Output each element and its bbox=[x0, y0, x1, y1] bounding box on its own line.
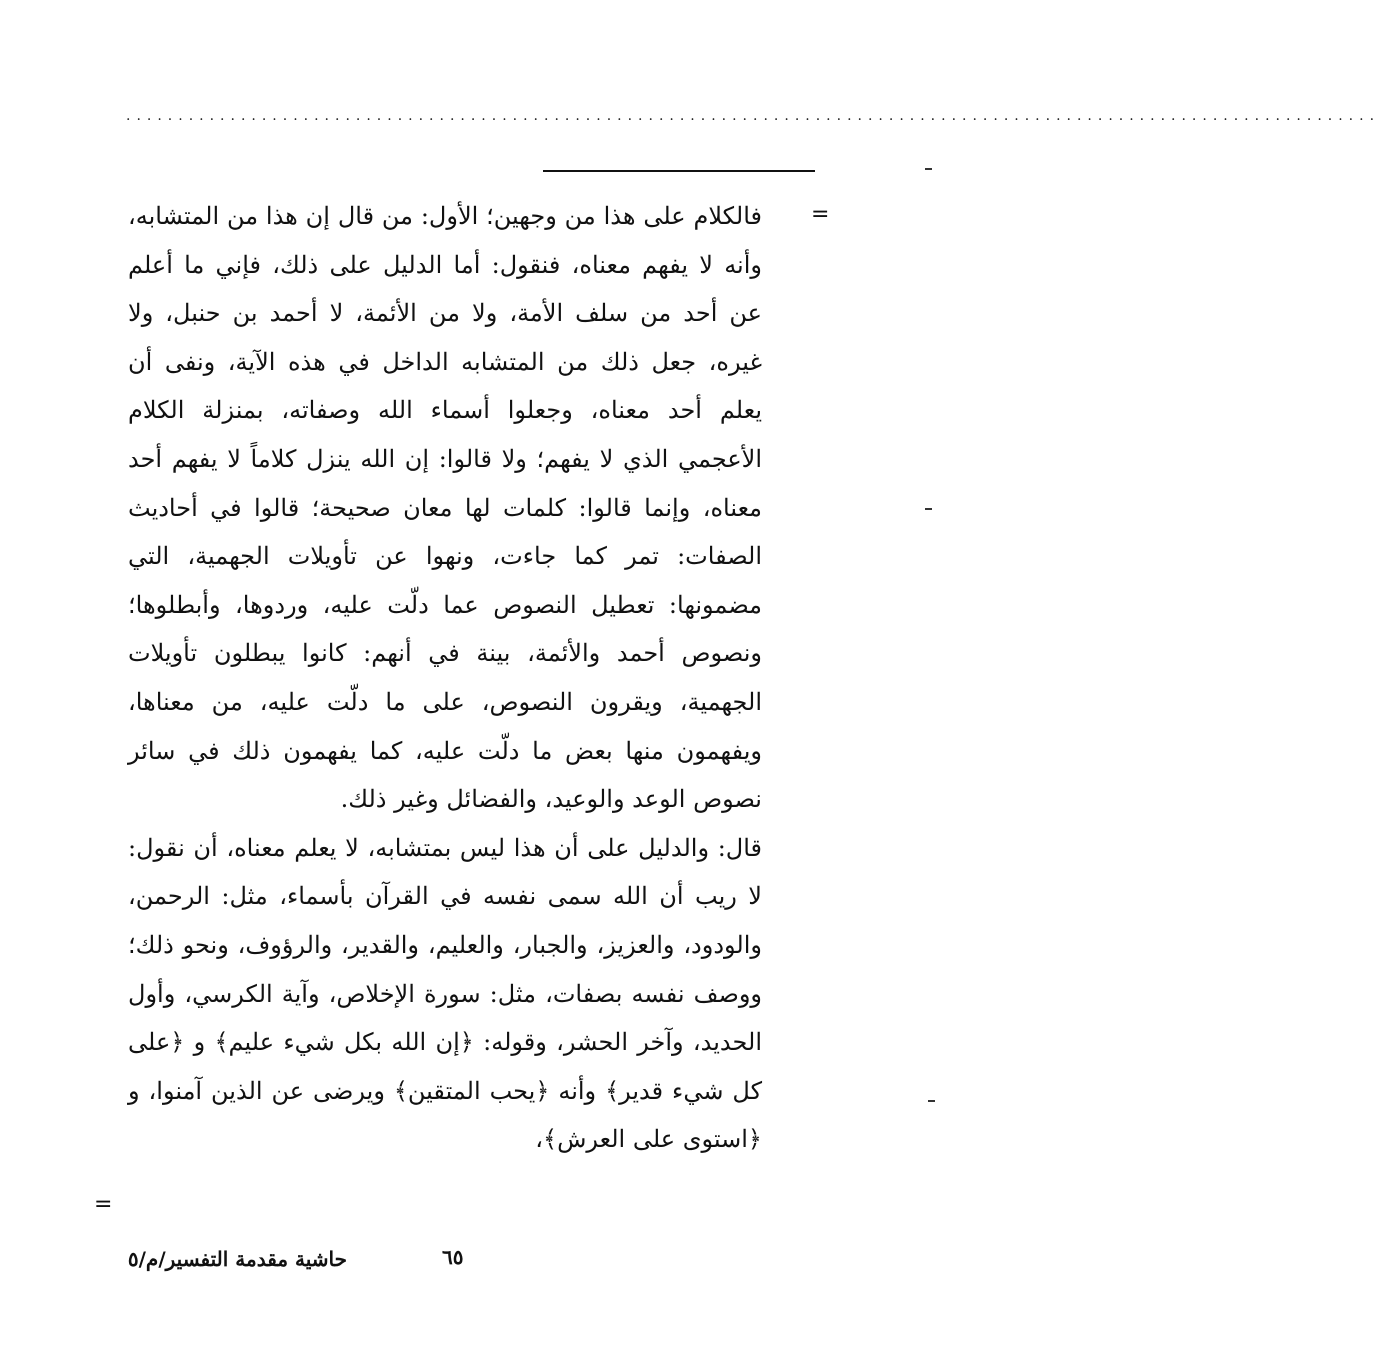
page-footer bbox=[0, 1247, 931, 1287]
continuation-mark-bottom: = bbox=[94, 1192, 113, 1217]
footnote-rule bbox=[543, 170, 815, 172]
paragraph: فالكلام على هذا من وجهين؛ الأول: من قال إن هذا من المتشابه، وأنه لا يفهم معناه، فنقول: أما الدليل على ذلك، فإني ما أعلم عن أحد من سلف الأمة، ولا من الأئمة، لا أحمد بن حنبل، ولا غيره، جعل ذلك من المتشابه الداخل في هذه الآية، ونفى أن يعلم أحد معناه، وجعلوا أسماء الله وصفاته، بمنزلة الكلام الأعجمي الذي لا يفهم؛ ولا قالوا: إن الله ينزل كلاماً لا يفهم أحد معناه، وإنما قالوا: كلمات لها معان صحيحة؛ قالوا في أحاديث الصفات: تمر كما جاءت، ونهوا عن تأويلات الجهمية، التي مضمونها: تعطيل النصوص عما دلّت عليه، وردوها، وأبطلوها؛ ونصوص أحمد والأئمة، بينة في أنهم: كانوا يبطلون تأويلات الجهمية، ويقرون النصوص، على ما دلّت عليه، من معناها، ويفهمون منها بعض ما دلّت عليه، كما يفهمون ذلك في سائر نصوص الوعد والوعيد، والفضائل وغير ذلك. bbox=[128, 202, 763, 814]
dotted-separator: ........................................................................................................................ bbox=[126, 108, 1380, 124]
page-number: ٦٥ bbox=[442, 1245, 464, 1269]
margin-tick bbox=[925, 508, 932, 510]
footnote-body bbox=[128, 192, 762, 1164]
margin-tick bbox=[925, 168, 932, 170]
continuation-mark-top: = bbox=[811, 202, 830, 227]
running-head: حاشية مقدمة التفسير/م/٥ bbox=[127, 1247, 347, 1271]
paragraph: قال: والدليل على أن هذا ليس بمتشابه، لا يعلم معناه، أن نقول: لا ريب أن الله سمى نفسه في القرآن بأسماء، مثل: الرحمن، والودود، والعزيز، والجبار، والعليم، والقدير، والرؤوف، ونحو ذلك؛ ووصف نفسه بصفات، مثل: سورة الإخلاص، وآية الكرسي، وأول الحديد، وآخر الحشر، وقوله: ﴿إن الله بكل شيء عليم﴾ و ﴿على كل شيء قدير﴾ وأنه ﴿يحب المتقين﴾ ويرضى عن الذين آمنوا، و ﴿استوى على العرش﴾، bbox=[128, 833, 763, 1154]
margin-tick bbox=[928, 1100, 935, 1102]
